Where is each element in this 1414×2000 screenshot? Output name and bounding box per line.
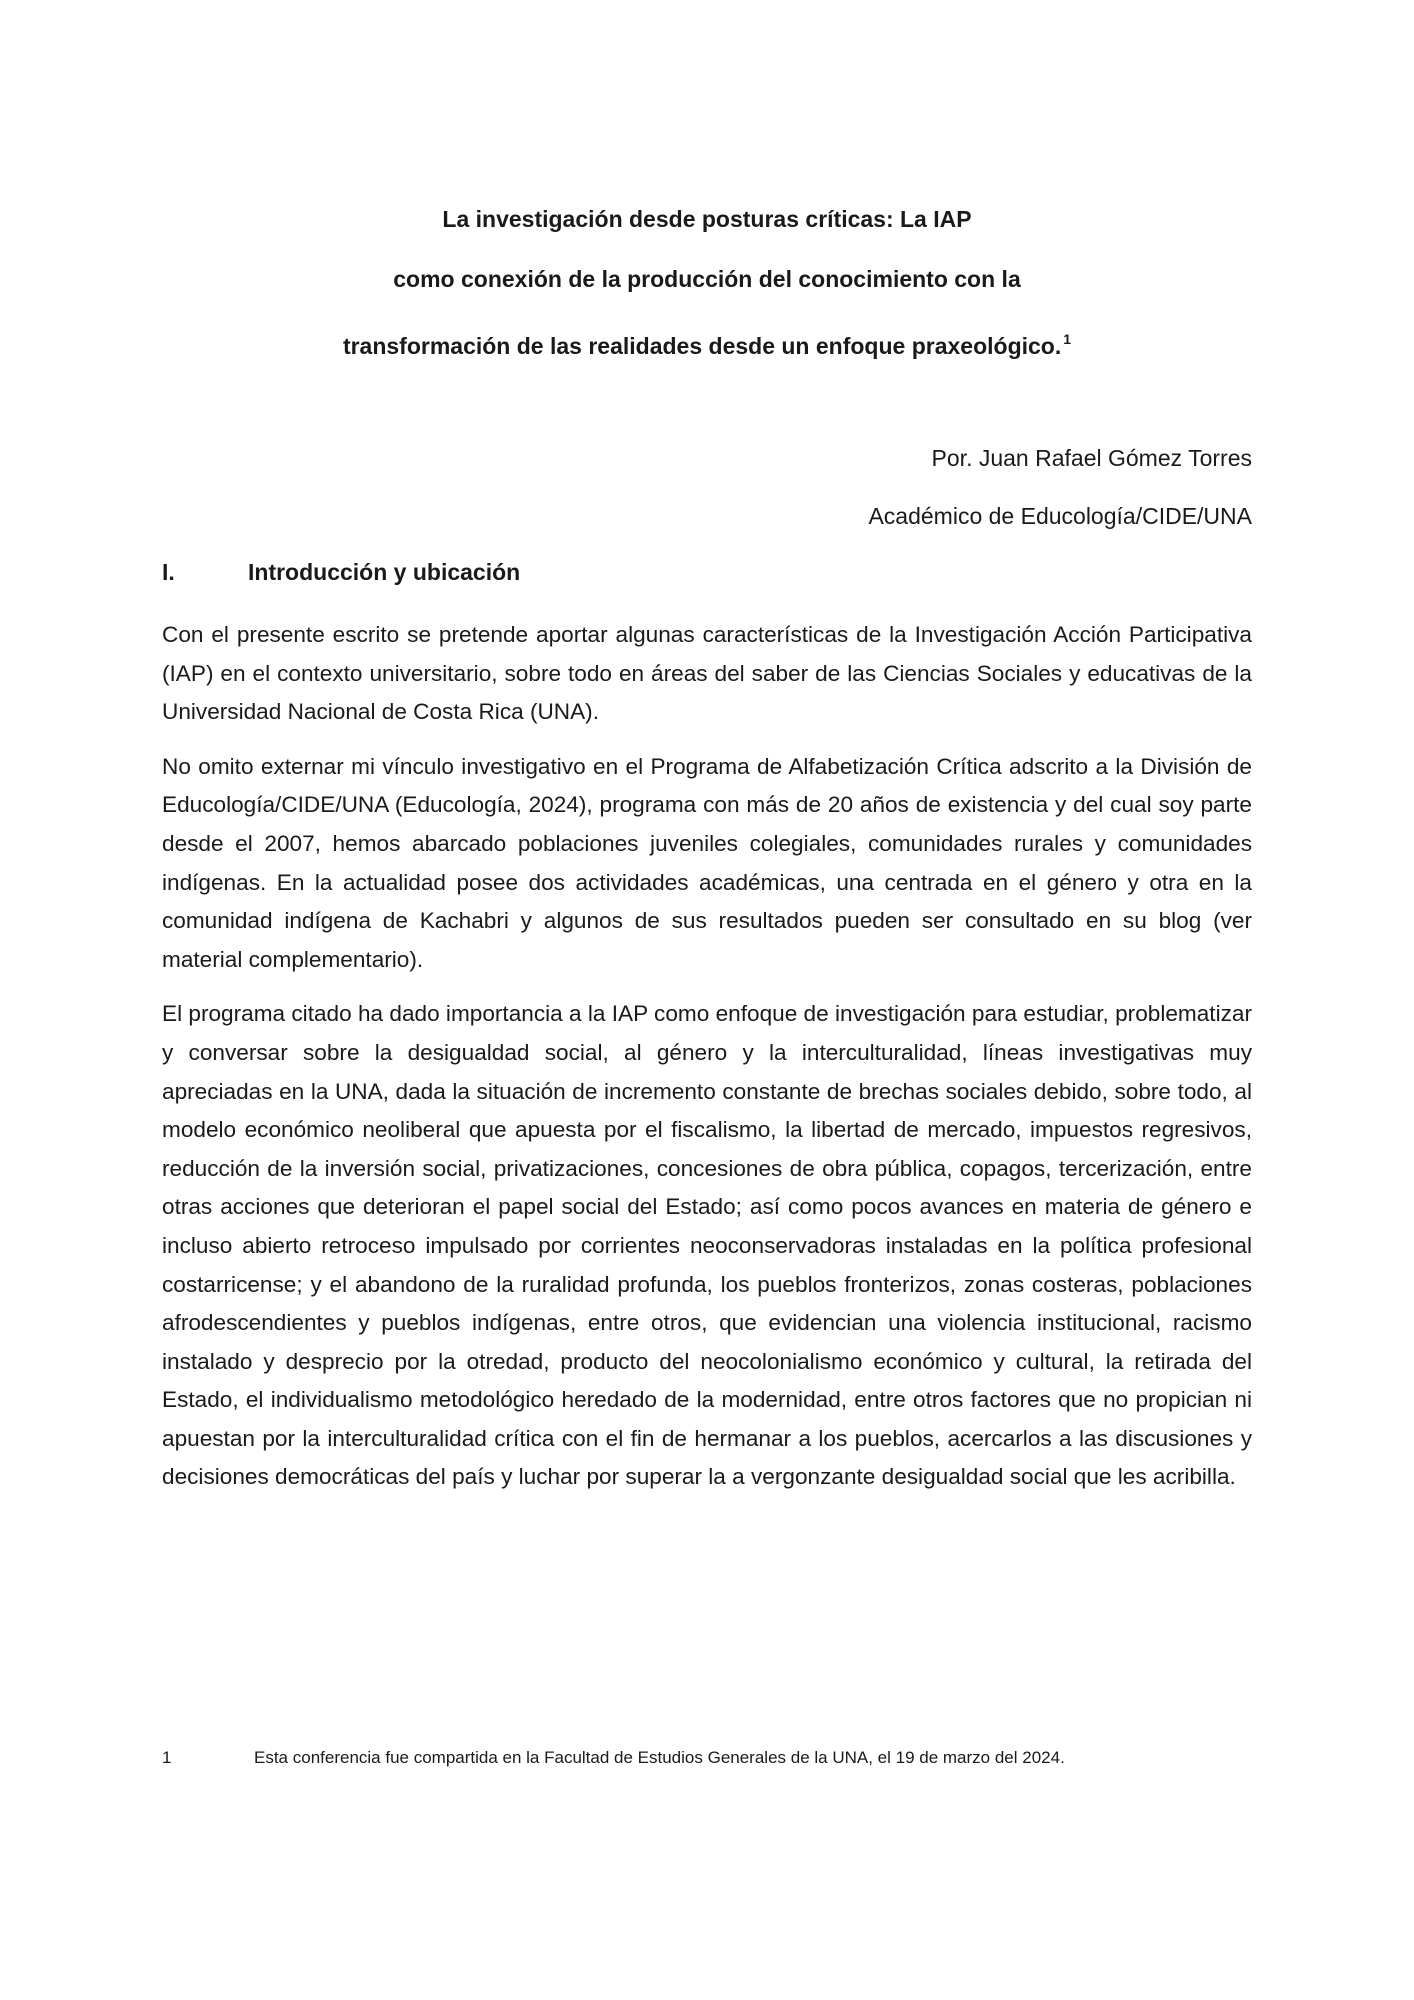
body-text [162,616,1252,1513]
author-affiliation: Académico de Educología/CIDE/UNA [868,503,1252,529]
document-title [160,204,1254,391]
section-heading [162,557,520,587]
footnote-text: Esta conferencia fue compartida en la Facultad de Estudios Generales de la UNA, el 19 de marzo del 2024. [254,1748,1065,1767]
paragraph-3: El programa citado ha dado importancia a la IAP como enfoque de investigación para estudiar, problematizar y conversar sobre la desigualdad social, al género y la interculturalidad, líneas investigativas muy apreciadas en la UNA, dada la situación de incremento constante de brechas sociales debido, sobre todo, al modelo económico neoliberal que apuesta por el fiscalismo, la libertad de mercado, impuestos regresivos, reducción de la inversión social, privatizaciones, concesiones de obra pública, copagos, tercerización, entre otras acciones que deterioran el papel social del Estado; así como pocos avances en materia de género e incluso abierto retroceso impulsado por corrientes neoconservadoras instaladas en la política profesional costarricense; y el abandono de la ruralidad profunda, los pueblos fronterizos, zonas costeras, poblaciones afrodescendientes y pueblos indígenas, entre otros, que evidencian una violencia institucional, racismo instalado y desprecio por la otredad, producto del neocolonialismo económico y cultural, la retirada del Estado, el individualismo metodológico heredado de la modernidad, entre otros factores que no propician ni apuestan por la interculturalidad crítica con el fin de hermanar a los pueblos, acercarlos a las discusiones y decisiones democráticas del país y luchar por superar la a vergonzante desigualdad social que les acribilla. [162,1001,1252,1490]
section-heading-text: Introducción y ubicación [248,559,521,585]
title-line-1: La investigación desde posturas críticas: La IAP [442,206,972,232]
author-block [868,443,1252,559]
title-line-3 [160,324,1254,361]
author-name: Por. Juan Rafael Gómez Torres [931,445,1252,471]
title-footnote-ref: 1 [1063,331,1072,347]
section-number: I. [162,559,175,585]
paragraph-1: Con el presente escrito se pretende aportar algunas características de la Investigación Acción Participativa (IAP) en el contexto universitario, sobre todo en áreas del saber de las Ciencias Sociales y educativas de la Universidad Nacional de Costa Rica (UNA). [162,622,1252,725]
paragraph-2: No omito externar mi vínculo investigativo en el Programa de Alfabetización Crítica adscrito a la División de Educología/CIDE/UNA (Educología, 2024), programa con más de 20 años de existencia y del cual soy parte desde el 2007, hemos abarcado poblaciones juveniles colegiales, comunidades rurales y comunidades indígenas. En la actualidad posee dos actividades académicas, una centrada en el género y otra en la comunidad indígena de Kachabri y algunos de sus resultados pueden ser consultado en su blog (ver material complementario). [162,753,1252,972]
title-line-3-text: transformación de las realidades desde un enfoque praxeológico. [342,333,1062,359]
footnote [162,1746,1065,1770]
title-line-2: como conexión de la producción del conocimiento con la [393,266,1021,292]
footnote-number: 1 [162,1748,172,1767]
